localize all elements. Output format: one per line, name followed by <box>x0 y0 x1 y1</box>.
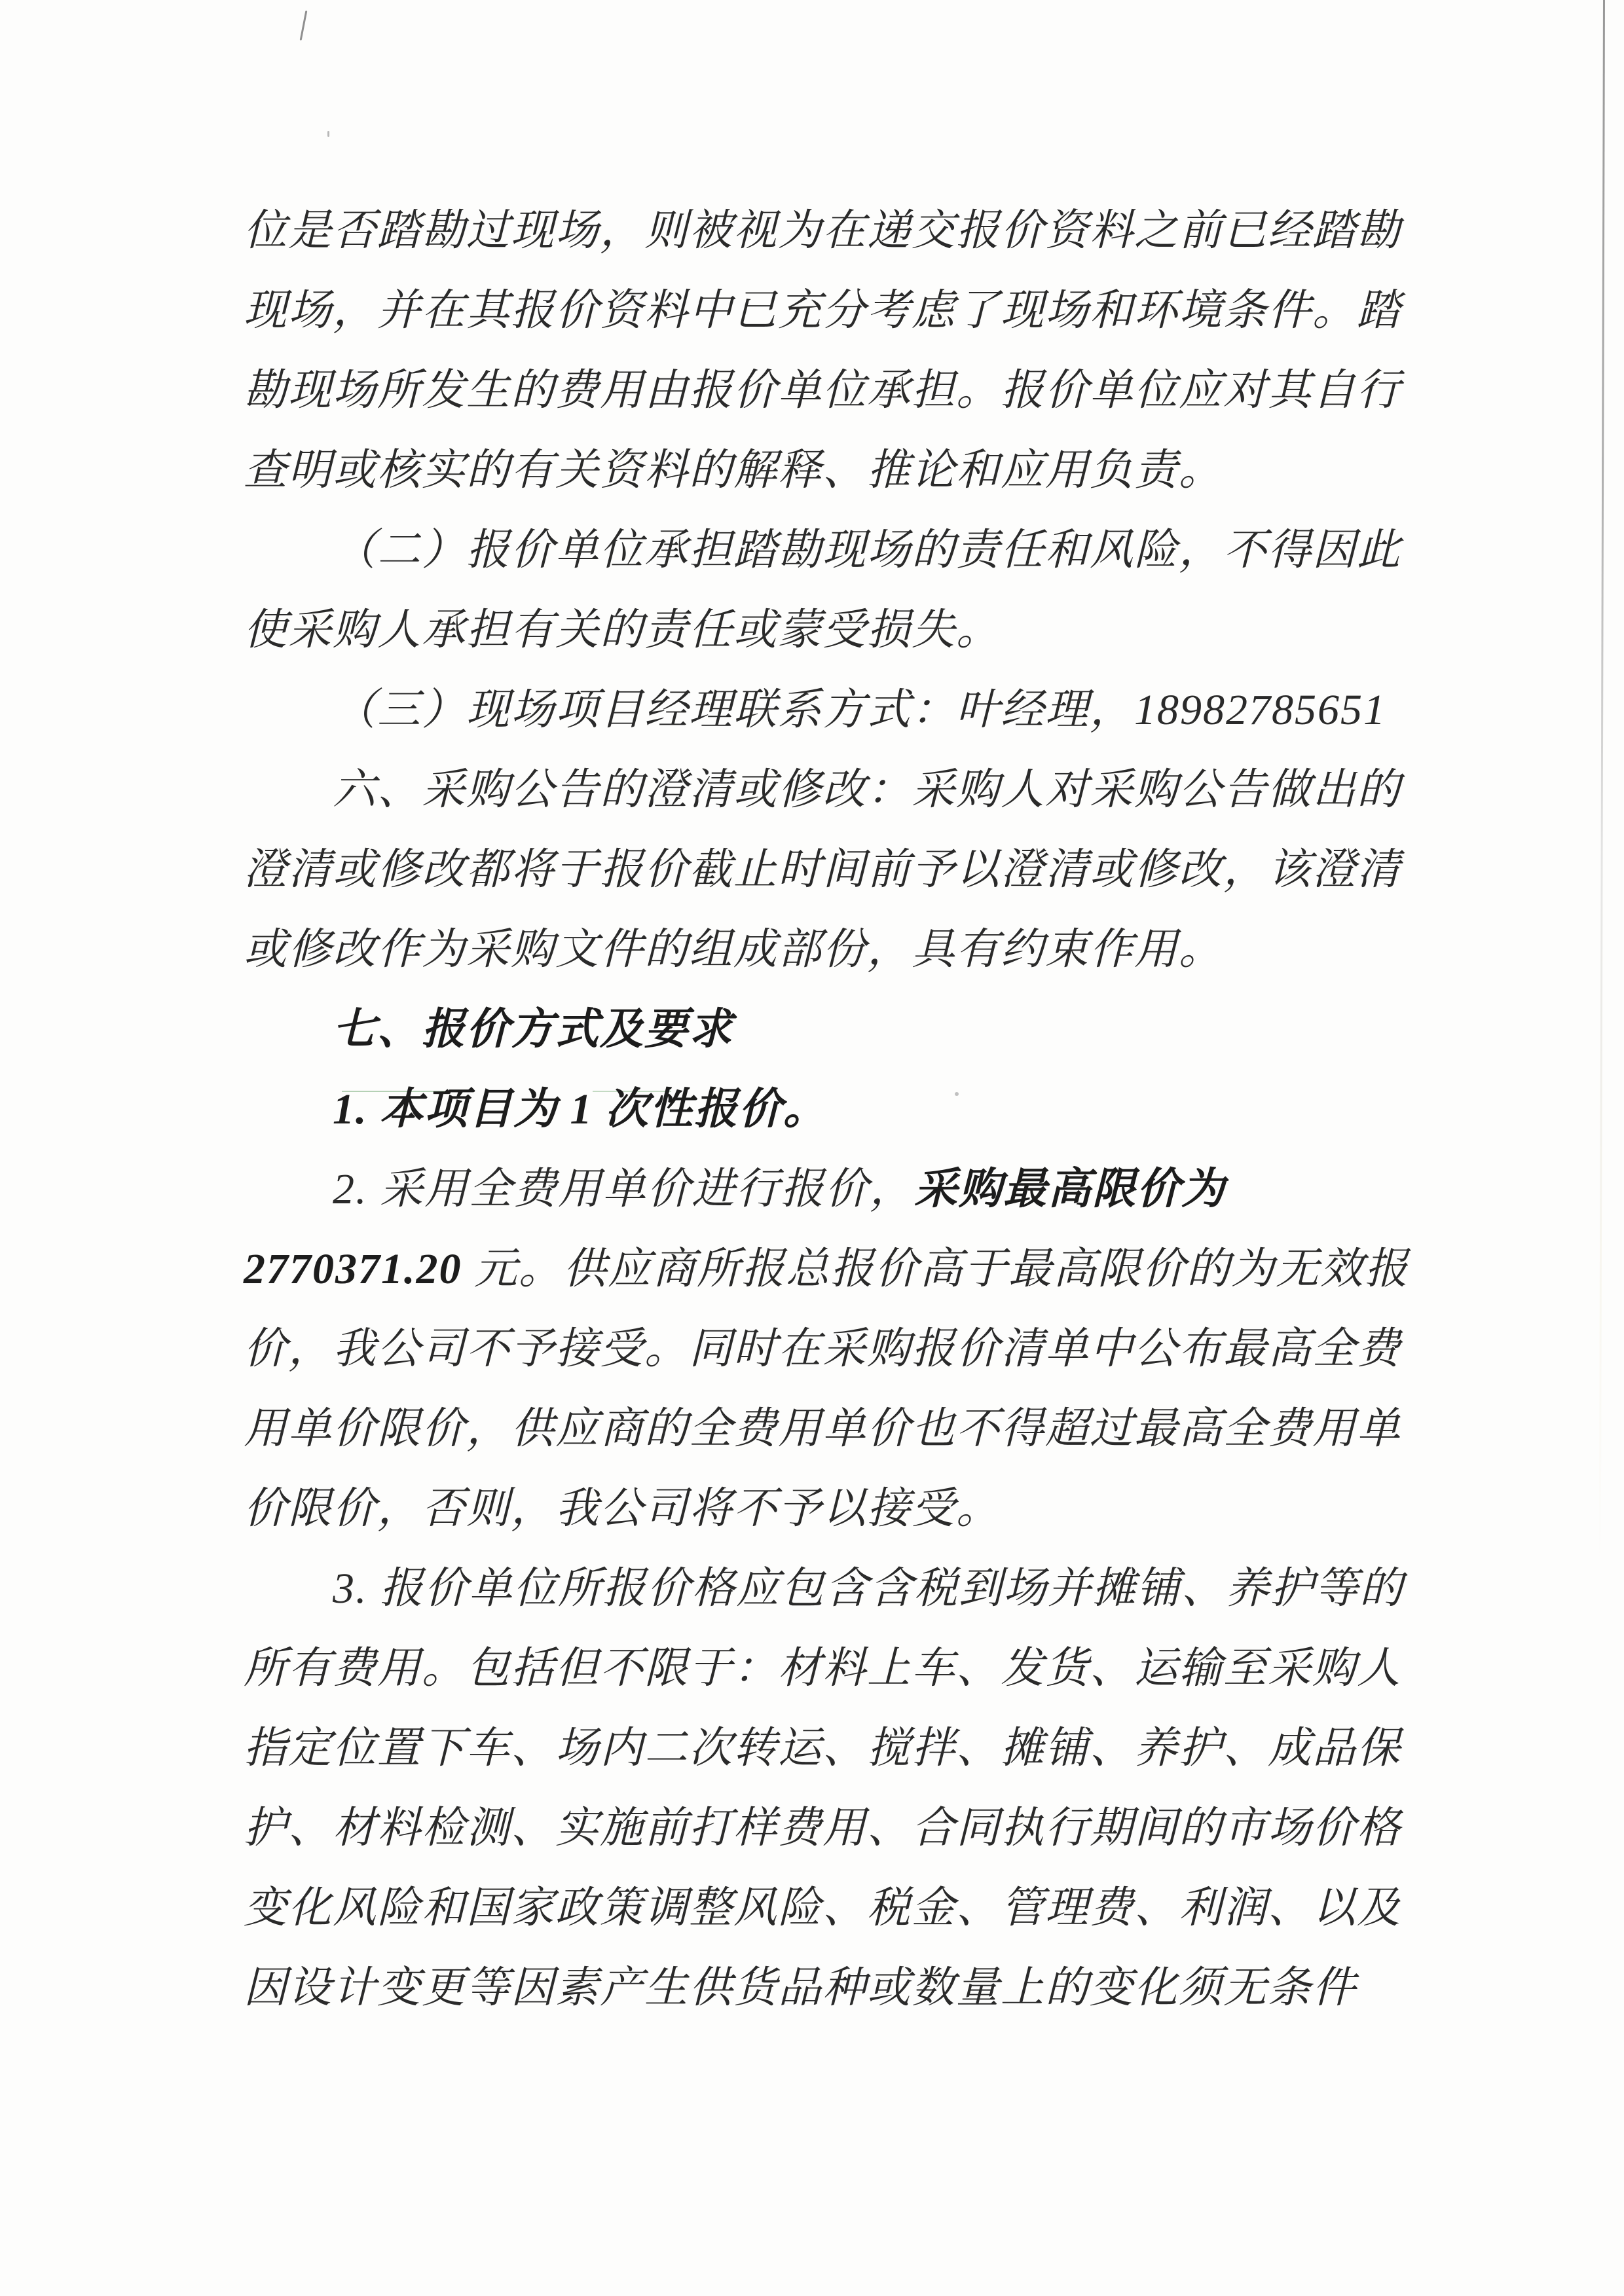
text-segment: 元。供应商所报总报价高于最高限价的为无效报 <box>462 1245 1409 1293</box>
text-segment: 或修改作为采购文件的组成部份，具有约束作用。 <box>244 926 1223 974</box>
text-segment: 价，我公司不予接受。同时在采购报价清单中公布最高全费 <box>244 1325 1401 1373</box>
text-segment: 澄清或修改都将于报价截止时间前予以澄清或修改，该澄清 <box>244 846 1401 894</box>
text-line <box>244 1948 1406 2028</box>
text-segment: 现场，并在其报价资料中已充分考虑了现场和环境条件。踏 <box>244 287 1401 335</box>
text-line <box>244 830 1406 910</box>
text-line <box>244 591 1406 670</box>
text-segment: 因设计变更等因素产生供货品种或数量上的变化须无条件 <box>244 1964 1357 2012</box>
text-line <box>244 670 1406 750</box>
text-line <box>244 1868 1406 1948</box>
text-segment: 变化风险和国家政策调整风险、税金、管理费、利润、以及 <box>244 1884 1401 1932</box>
bold-text-segment: 1. 本项目为 1 次性报价。 <box>333 1085 828 1133</box>
text-line <box>244 910 1406 990</box>
scan-speck <box>327 131 329 137</box>
text-line <box>244 1629 1406 1709</box>
text-segment: 所有费用。包括但不限于：材料上车、发货、运输至采购人 <box>244 1645 1401 1692</box>
text-line <box>244 1230 1409 1309</box>
text-line <box>244 1709 1406 1789</box>
text-line <box>244 351 1406 431</box>
text-line <box>244 1309 1406 1389</box>
text-segment: （二）报价单位承担踏勘现场的责任和风险，不得因此 <box>333 526 1401 574</box>
bold-text-segment: 采购最高限价为 <box>914 1165 1226 1213</box>
text-segment: 价限价，否则，我公司将不予以接受。 <box>244 1485 1001 1533</box>
text-line <box>244 511 1406 591</box>
text-segment: （三）现场项目经理联系方式：叶经理，18982785651 <box>333 686 1386 734</box>
scanner-edge-line-artifact <box>1599 0 1605 1571</box>
text-segment: 2. 采用全费用单价进行报价， <box>333 1165 914 1213</box>
text-block <box>244 191 1409 2028</box>
text-segment: 位是否踏勘过现场，则被视为在递交报价资料之前已经踏勘 <box>244 207 1401 255</box>
bold-text-segment: 2770371.20 <box>244 1245 462 1293</box>
text-segment: 六、采购公告的澄清或修改：采购人对采购公告做出的 <box>333 766 1401 814</box>
text-line <box>244 1070 1406 1150</box>
bold-text-segment: 七、报价方式及要求 <box>333 1006 733 1053</box>
text-segment: 指定位置下车、场内二次转运、搅拌、摊铺、养护、成品保 <box>244 1724 1401 1772</box>
text-line <box>244 1389 1406 1469</box>
text-segment: 用单价限价，供应商的全费用单价也不得超过最高全费用单 <box>244 1405 1401 1453</box>
text-segment: 勘现场所发生的费用由报价单位承担。报价单位应对其自行 <box>244 367 1401 414</box>
text-segment: 查明或核实的有关资料的解释、推论和应用负责。 <box>244 446 1223 494</box>
text-line <box>244 191 1406 271</box>
text-line <box>244 1469 1406 1549</box>
text-segment: 3. 报价单位所报价格应包含含税到场并摊铺、养护等的 <box>333 1565 1404 1613</box>
scan-slash-artifact <box>300 10 308 41</box>
text-line <box>244 990 1406 1070</box>
text-line <box>244 1150 1406 1230</box>
text-line <box>244 1549 1406 1629</box>
text-segment: 护、材料检测、实施前打样费用、合同执行期间的市场价格 <box>244 1804 1401 1852</box>
text-line <box>244 1789 1406 1868</box>
text-segment: 使采购人承担有关的责任或蒙受损失。 <box>244 606 1001 654</box>
text-line <box>244 750 1406 830</box>
text-line <box>244 271 1406 351</box>
text-line <box>244 431 1406 511</box>
